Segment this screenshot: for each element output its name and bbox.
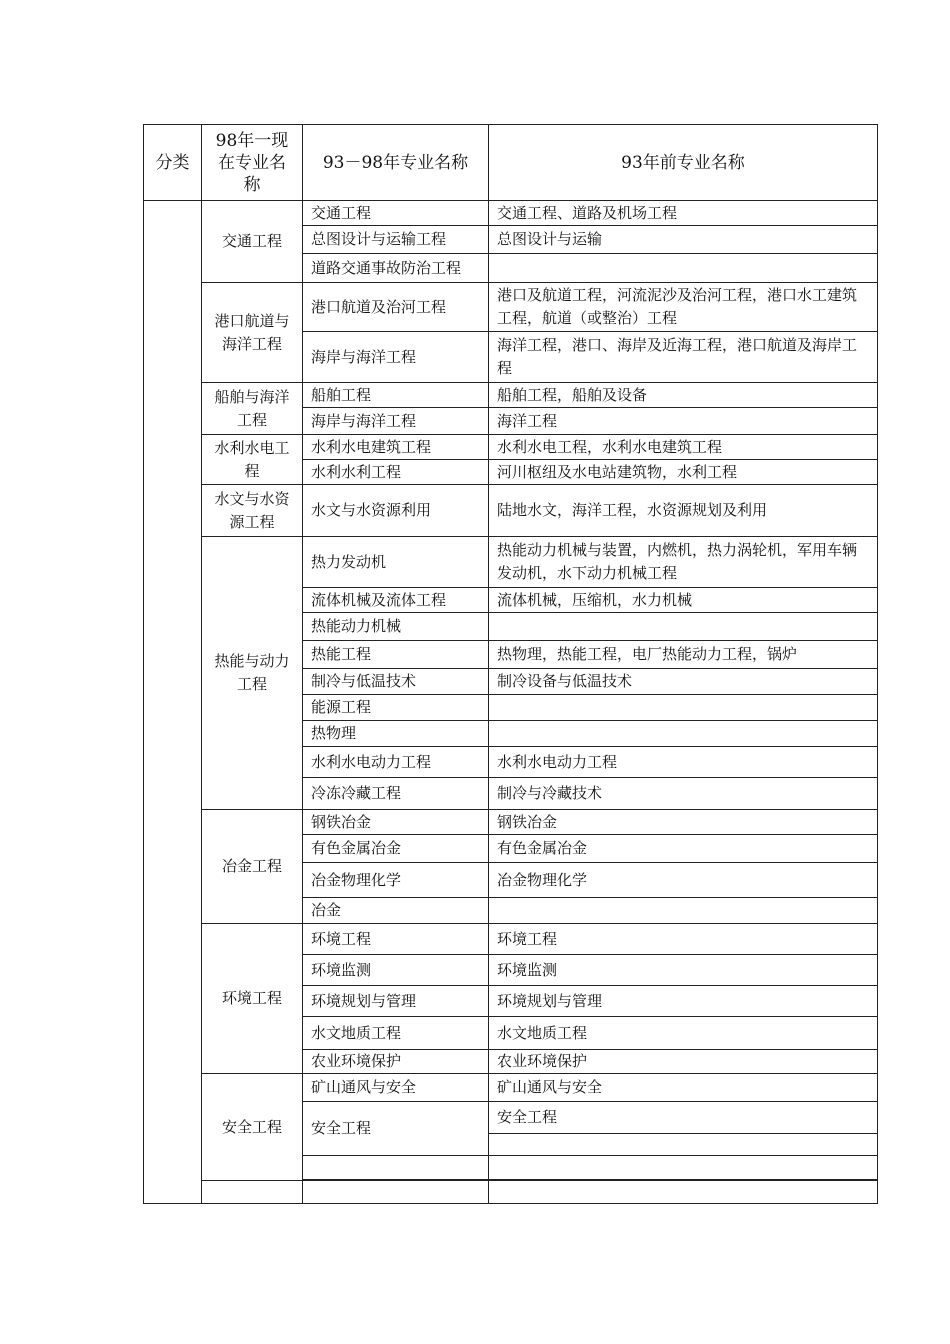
cell-pre-93: 有色金属冶金: [489, 835, 878, 863]
blank-cell: [489, 1134, 878, 1156]
cell-93-98: 热能动力机械: [303, 613, 489, 641]
header-category: 分类: [144, 125, 202, 201]
group-label: 港口航道与海洋工程: [202, 283, 303, 383]
cell-93-98: 海岸与海洋工程: [303, 408, 489, 435]
cell-93-98: 热物理: [303, 721, 489, 747]
header-current-major: 98年一现在专业名称: [202, 125, 303, 201]
cell-pre-93: 河川枢纽及水电站建筑物，水利工程: [489, 460, 878, 485]
cell-pre-93: 陆地水文，海洋工程，水资源规划及利用: [489, 485, 878, 537]
cell-93-98: 环境规划与管理: [303, 986, 489, 1017]
cell-pre-93: [489, 254, 878, 283]
cell-93-98: 海岸与海洋工程: [303, 332, 489, 383]
cell-pre-93: 海洋工程: [489, 408, 878, 435]
table-row: [144, 435, 878, 460]
cell-93-98: 热力发动机: [303, 537, 489, 588]
table-row: [144, 283, 878, 332]
group-label: 船舶与海洋工程: [202, 383, 303, 435]
cell-pre-93: 水利水电动力工程: [489, 747, 878, 778]
cell-pre-93: [489, 898, 878, 924]
group-label: 水利水电工程: [202, 435, 303, 485]
table-row: [144, 1074, 878, 1102]
table-row: [144, 383, 878, 408]
cell-93-98: 制冷与低温技术: [303, 669, 489, 695]
cell-pre-93: 安全工程: [489, 1102, 878, 1134]
cell-93-98: 道路交通事故防治工程: [303, 254, 489, 283]
cell-pre-93: 制冷与冷藏技术: [489, 778, 878, 810]
cell-93-98: 交通工程: [303, 201, 489, 226]
group-label: 安全工程: [202, 1074, 303, 1181]
cell-93-98: 冶金: [303, 898, 489, 924]
cell-93-98: 流体机械及流体工程: [303, 588, 489, 613]
table-row: [144, 810, 878, 835]
cell-93-98: 热能工程: [303, 641, 489, 669]
cell-93-98: 船舶工程: [303, 383, 489, 408]
cell-93-98: 有色金属冶金: [303, 835, 489, 863]
cell-93-98: 冷冻冷藏工程: [303, 778, 489, 810]
cell-93-98: 农业环境保护: [303, 1050, 489, 1074]
cell-pre-93: 船舶工程，船舶及设备: [489, 383, 878, 408]
cell-pre-93: 港口及航道工程，河流泥沙及治河工程，港口水工建筑工程，航道（或整治）工程: [489, 283, 878, 332]
blank-cell: [303, 1181, 489, 1204]
cell-pre-93: [489, 721, 878, 747]
cell-pre-93: 热物理，热能工程，电厂热能动力工程，锅炉: [489, 641, 878, 669]
table-row: [144, 537, 878, 588]
group-label: 热能与动力工程: [202, 537, 303, 810]
cell-93-98: 环境工程: [303, 924, 489, 955]
cell-pre-93: 海洋工程，港口、海岸及近海工程，港口航道及海岸工程: [489, 332, 878, 383]
cell-93-98: 水利水电动力工程: [303, 747, 489, 778]
cell-pre-93: 环境监测: [489, 955, 878, 986]
category-column-cell: [144, 201, 202, 1204]
header-93-98-major: 93－98年专业名称: [303, 125, 489, 201]
blank-cell: [489, 1181, 878, 1204]
cell-pre-93: [489, 613, 878, 641]
cell-93-98: 安全工程: [303, 1102, 489, 1156]
cell-pre-93: 水文地质工程: [489, 1017, 878, 1050]
cell-pre-93: 环境工程: [489, 924, 878, 955]
cell-pre-93: [489, 695, 878, 721]
blank-cell: [489, 1156, 878, 1180]
cell-pre-93: 总图设计与运输: [489, 226, 878, 254]
cell-pre-93: 水利水电工程，水利水电建筑工程: [489, 435, 878, 460]
cell-pre-93: 制冷设备与低温技术: [489, 669, 878, 695]
cell-pre-93: 交通工程、道路及机场工程: [489, 201, 878, 226]
table-row-empty: [144, 1181, 878, 1204]
group-label: 水文与水资源工程: [202, 485, 303, 537]
cell-93-98: 钢铁冶金: [303, 810, 489, 835]
cell-pre-93: 环境规划与管理: [489, 986, 878, 1017]
cell-93-98: 水文地质工程: [303, 1017, 489, 1050]
cell-93-98: 水利水电建筑工程: [303, 435, 489, 460]
cell-pre-93: 农业环境保护: [489, 1050, 878, 1074]
cell-93-98: 能源工程: [303, 695, 489, 721]
group-label: 环境工程: [202, 924, 303, 1074]
major-mapping-table: [143, 124, 878, 1204]
cell-pre-93: 矿山通风与安全: [489, 1074, 878, 1102]
cell-93-98: 矿山通风与安全: [303, 1074, 489, 1102]
cell-pre-93: 钢铁冶金: [489, 810, 878, 835]
blank-cell: [202, 1181, 303, 1204]
group-label: 交通工程: [202, 201, 303, 283]
group-label: 冶金工程: [202, 810, 303, 924]
cell-93-98: 总图设计与运输工程: [303, 226, 489, 254]
table-row: [144, 485, 878, 537]
table-row: [144, 924, 878, 955]
header-row: [144, 125, 878, 201]
cell-93-98: 港口航道及治河工程: [303, 283, 489, 332]
cell-93-98: 水文与水资源利用: [303, 485, 489, 537]
header-pre-93-major: 93年前专业名称: [489, 125, 878, 201]
cell-93-98: 水利水利工程: [303, 460, 489, 485]
cell-pre-93: 流体机械，压缩机，水力机械: [489, 588, 878, 613]
cell-93-98: 环境监测: [303, 955, 489, 986]
cell-93-98: 冶金物理化学: [303, 863, 489, 898]
blank-cell: [303, 1156, 489, 1180]
table-row: [144, 201, 878, 226]
cell-pre-93: 热能动力机械与装置，内燃机，热力涡轮机，军用车辆发动机，水下动力机械工程: [489, 537, 878, 588]
cell-pre-93: 冶金物理化学: [489, 863, 878, 898]
